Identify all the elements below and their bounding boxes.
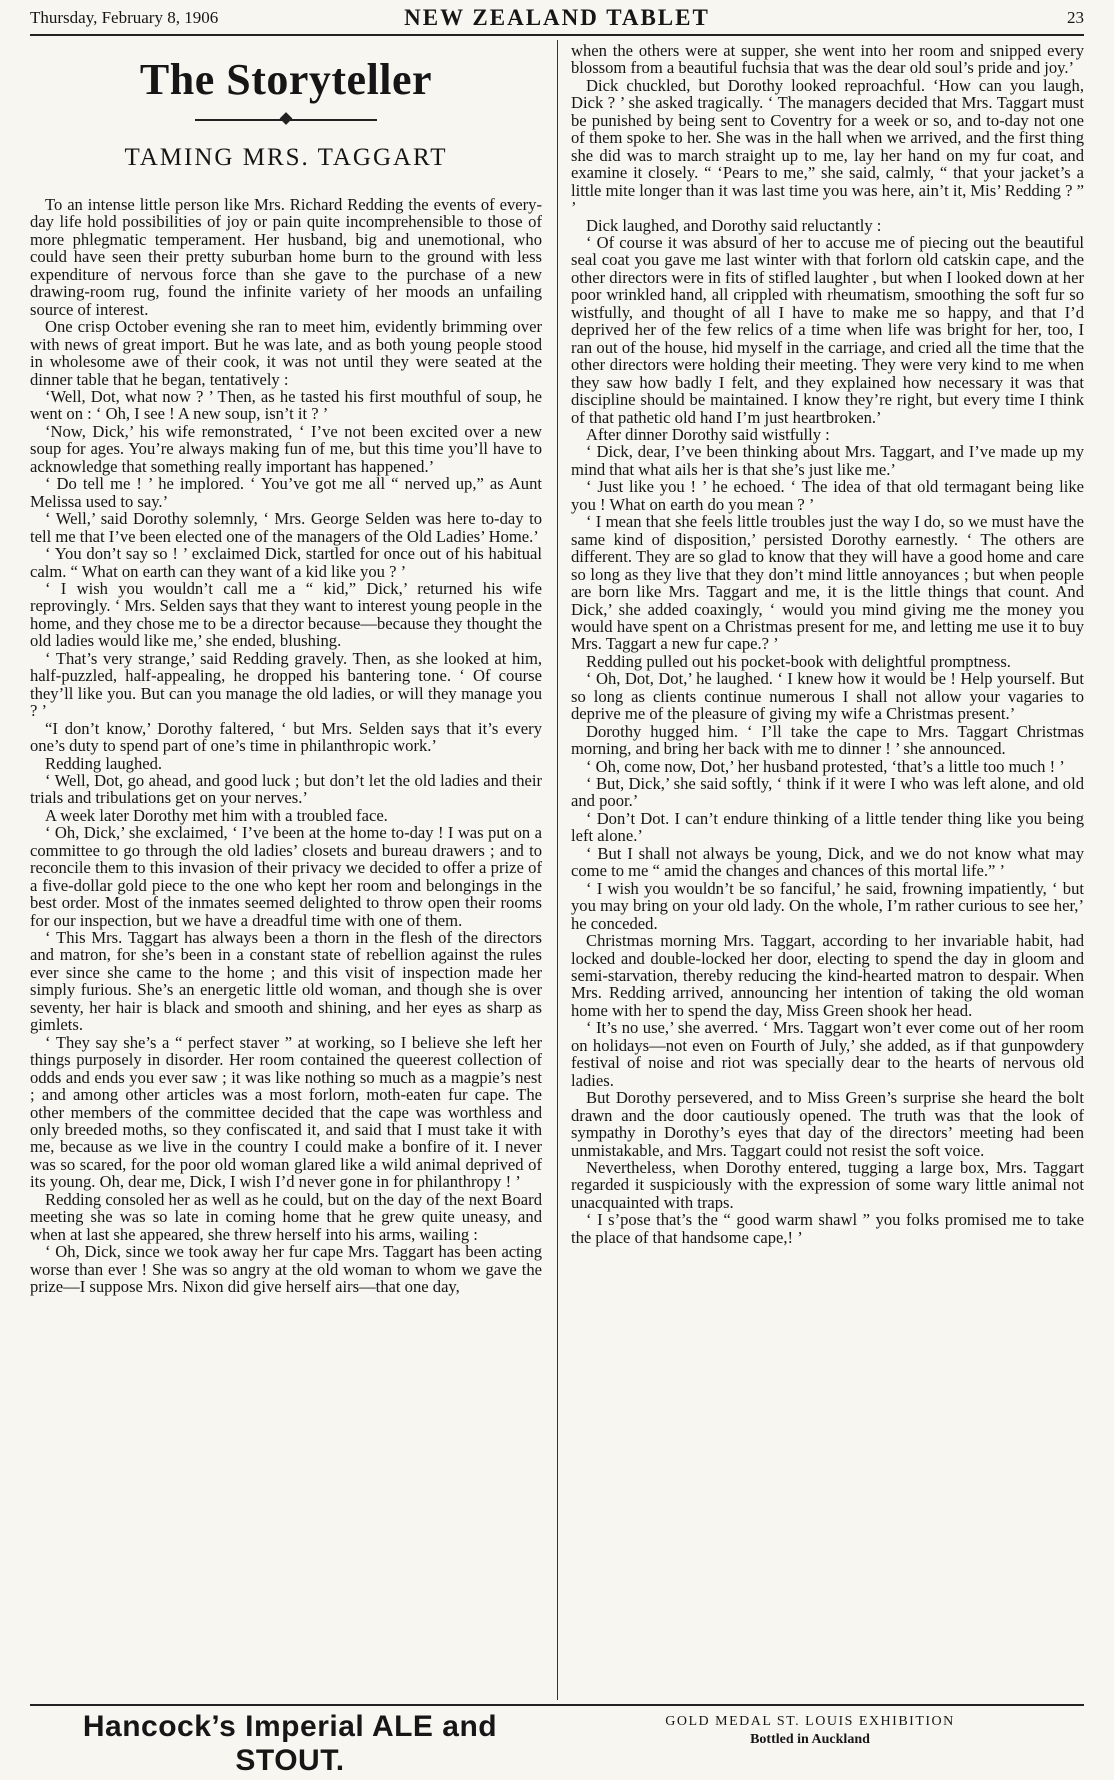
paragraph: Dorothy hugged him. ‘ I’ll take the cape to Mrs. Taggart Christmas morning, and bring her back with me to dinner ! ’ she announced. xyxy=(571,721,1084,759)
paragraph: ‘ Well,’ said Dorothy solemnly, ‘ Mrs. George Selden was here to-day to tell me that I’ve been elected one of the managers of the Old Ladies’ Home.’ xyxy=(30,509,542,546)
paragraph: Redding laughed. xyxy=(45,753,163,773)
paragraph: ‘ Dick, dear, I’ve been thinking about Mrs. Taggart, and I’ve made up my mind that what ails her is that she’s just like me.’ xyxy=(571,442,1084,479)
issue-date: Thursday, February 8, 1906 xyxy=(30,8,219,27)
paragraph: Dick laughed, and Dorothy said reluctantly : xyxy=(586,215,882,235)
paragraph: ‘ It’s no use,’ she averred. ‘ Mrs. Taggart won’t ever come out of her room on holidays—not even on Fourth of July,’ she added, as if that gunpowdery festival of noise and riot was specially dear to the hearts of nervous old ladies. xyxy=(571,1018,1084,1090)
paragraph: ‘ Don’t Dot. I can’t endure thinking of a little tender thing like you being left alone.’ xyxy=(571,808,1084,846)
ale-advertisement: Hancock’s Imperial ALE and STOUT. xyxy=(82,1710,498,1777)
publication-title: NEW ZEALAND TABLET xyxy=(404,5,710,30)
paragraph: Christmas morning Mrs. Taggart, according to her invariable habit, had locked and double-locked her door, electing to spend the day in gloom and semi-starvation, thereby reducing the kind-hearted matron to despair. When Mrs. Redding arrived, announcing her intention of taking the old woman home with her to spend the day, Miss Green shook her head. xyxy=(571,931,1084,1020)
paragraph: ‘Now, Dick,’ his wife remonstrated, ‘ I’ve not been excited over a new soup for ages. You’re always making fun of me, but this time you’ll have to acknowledge that something really important has happened.’ xyxy=(30,421,542,476)
exhibition-notice xyxy=(630,1714,990,1748)
right-column-text xyxy=(571,42,1084,1246)
page-header xyxy=(30,6,1084,36)
paragraph: ‘ I mean that she feels little troubles just the way I do, so we must have the same kind of disposition,’ persisted Dorothy earnestly. ‘ The others are different. They are so glad to know that they will have a good home and care so long as they live that they don’t mind little annoyances ; but when people are born like Mrs. Taggart and me, it is the little things that count. And Dick,’ she added coaxingly, ‘ would you mind giving me the money you would have spent on a Christmas present for me, and letting me use it to buy Mrs. Taggart a new fur cape.? ’ xyxy=(571,512,1084,654)
paragraph: Redding pulled out his pocket-book with delightful promptness. xyxy=(586,651,1011,671)
paragraph: One crisp October evening she ran to meet him, evidently brimming over with news of great import. But he was late, and as both young people stood in wholesome awe of their cook, it was not until they were seated at the dinner table that he began, tentatively : xyxy=(30,317,542,389)
paragraph: ‘ Oh, Dick, since we took away her fur cape Mrs. Taggart has been acting worse than ever ! She was so angry at the old woman to whom we gave the prize—I suppose Mrs. Nixon did give herself airs—that one day, xyxy=(30,1242,542,1297)
paragraph: ‘ That’s very strange,’ said Redding gravely. Then, as she looked at him, half-puzzled, half-appealing, he dropped his bantering tone. ‘ Of course they’ll like you. But can you manage the old ladies, or will they manage you ? ’ xyxy=(30,648,542,721)
paragraph: ‘ But, Dick,’ she said softly, ‘ think if it were I who was left alone, and old and poor.’ xyxy=(571,774,1084,811)
paragraph: ‘ I wish you wouldn’t call me a “ kid,” Dick,’ returned his wife reprovingly. ‘ Mrs. Selden says that they want to interest young people in the home, and they chose me to be a director because—because they thought the old ladies would like me,’ she ended, blushing. xyxy=(30,578,542,651)
paragraph: Dick chuckled, but Dorothy looked reproachful. ‘How can you laugh, Dick ? ’ she asked tragically. ‘ The managers decided that Mrs. Taggart must be punished by being sent to Coventry for a week or so, and to-day not one of them spoke to her. She was in the hall when we arrived, and the first thing she did was to march straight up to me, lay her hand on my fur coat, and examine it closely. “ ‘Pears to me,” she said, calmly, “ that your jacket’s a little mite longer than it was last time you was here, ain’t it, Mis’ Redding ? ” ’ xyxy=(571,75,1084,218)
paragraph: ‘ Oh, Dick,’ she exclaimed, ‘ I’ve been at the home to-day ! I was put on a committee to go through the old ladies’ closets and bureau drawers ; and to reconcile them to this invasion of their privacy we decided to offer a prize of a five-dollar gold piece to the one who kept her room and belongings in the best order. Most of the inmates seemed delighted to throw open their rooms for our inspection, but we have a dreadful time with one of them. xyxy=(30,823,542,930)
paragraph: when the others were at supper, she went into her room and snipped every blossom from a beautiful fuchsia that was the dear old soul’s pride and joy.’ xyxy=(571,42,1084,78)
paragraph: ‘ Oh, come now, Dot,’ her husband protested, ‘that’s a little too much ! ’ xyxy=(586,756,1065,776)
column-divider xyxy=(557,40,558,1700)
paragraph: ‘ Of course it was absurd of her to accuse me of piecing out the beautiful seal coat you gave me last winter with that forlorn old catskin cape, and the other directors were in fits of stifled laughter , but when I looked down at her poor wrinkled hand, all crippled with rheumatism, smoothing the soft fur so wistfully, and thought of all I have to make me so happy, and that I’d deprived her of the few relics of a time when life was bright for her, too, I ran out of the house, hid myself in the carriage, and cried all the time that the other directors were holding their meeting. They were very kind to me when they saw how badly I felt, and they explained how necessary it was that discipline should be maintained. I know they’re right, but every time I think of that pathetic old hand I’m just heartbroken.’ xyxy=(571,232,1084,427)
paragraph: ‘ Do tell me ! ’ he implored. ‘ You’ve got me all “ nerved up,” as Aunt Melissa used to say.’ xyxy=(30,474,542,511)
bottled-line: Bottled in Auckland xyxy=(750,1732,870,1747)
paragraph: ‘ I wish you wouldn’t be so fanciful,’ he said, frowning impatiently, ‘ but you may bring on your old lady. On the whole, I’m rather curious to see her,’ he conceded. xyxy=(571,878,1084,933)
paragraph: ‘ Just like you ! ’ he echoed. ‘ The idea of that old termagant being like you ! What on earth do you mean ? ’ xyxy=(571,477,1084,514)
left-column-text xyxy=(30,196,542,1296)
paragraph: ‘ They say she’s a “ perfect staver ” at working, so I believe she left her things purposely in disorder. Her room contained the queerest collection of odds and ends you ever saw ; it was like nothing so much as a magpie’s nest ; and among other articles was a most forlorn, moth-eaten fur cape. The other members of the committee decided that the cape was worthless and only breeded moths, so they confiscated it, and said that I must take it with me, because as we live in the country I could make a bonfire of it. I never was so scared, for the poor old woman glared like a wild animal deprived of its young. Oh, dear me, Dick, I wish I’d never gone in for philanthropy ! ’ xyxy=(30,1032,542,1192)
paragraph: ‘ But I shall not always be young, Dick, and we do not know what may come to me “ amid the changes and chances of this mortal life.” ’ xyxy=(571,843,1084,881)
paragraph: Nevertheless, when Dorothy entered, tugging a large box, Mrs. Taggart regarded it suspiciously with the expression of some wary little animal not unacquainted with traps. xyxy=(571,1158,1084,1212)
ornamental-divider xyxy=(30,112,542,126)
story-title: TAMING MRS. TAGGART xyxy=(124,144,448,171)
paragraph: A week later Dorothy met him with a troubled face. xyxy=(45,805,388,825)
paragraph: Redding consoled her as well as he could, but on the day of the next Board meeting she was so late in coming home that he grew quite uneasy, and when at last she appeared, she threw herself into his arms, wailing : xyxy=(30,1189,542,1244)
paragraph: ‘ Well, Dot, go ahead, and good luck ; but don’t let the old ladies and their trials and tribulations get on your nerves.’ xyxy=(30,770,542,808)
paragraph: ‘ I s’pose that’s the “ good warm shawl ” you folks promised me to take the place of that handsome cape,! ’ xyxy=(571,1210,1084,1247)
exhibition-line: GOLD MEDAL ST. LOUIS EXHIBITION xyxy=(665,1714,955,1729)
paragraph: ‘ Oh, Dot, Dot,’ he laughed. ‘ I knew how it would be ! Help yourself. But so long as clients continue numerous I shall not allow your vagaries to deprive me of the pleasure of giving my wife a Christmas present.’ xyxy=(571,669,1084,724)
paragraph: “I don’t know,’ Dorothy faltered, ‘ but Mrs. Selden says that it’s every one’s duty to spend part of one’s time in philanthropic work.’ xyxy=(30,718,542,756)
left-column xyxy=(30,42,542,1702)
paragraph: But Dorothy persevered, and to Miss Green’s surprise she heard the bolt drawn and the door cautiously opened. The truth was that the look of sympathy in Dorothy’s eyes that day of the directors’ meeting had been unmistakable, and Mrs. Taggart could not resist the soft voice. xyxy=(571,1088,1084,1160)
diamond-ornament-icon xyxy=(280,112,293,125)
right-column xyxy=(571,42,1084,1702)
paragraph: To an intense little person like Mrs. Richard Redding the events of every-day life hold possibilities of joy or pain quite incomprehensible to those of more phlegmatic temperament. Her husband, big and unemotional, who could have seen their pretty suburban home burn to the ground with less expenditure of nervous force than she gave to the purchase of a new drawing-room rug, found the infinite variety of her moods an unfailing source of interest. xyxy=(30,195,542,319)
section-title: The Storyteller xyxy=(139,55,433,104)
page-number: 23 xyxy=(1067,8,1084,27)
paragraph: After dinner Dorothy said wistfully : xyxy=(586,424,830,444)
footer-rule xyxy=(30,1704,1084,1706)
paragraph: ‘ You don’t say so ! ’ exclaimed Dick, startled for once out of his habitual calm. “ What on earth can they want of a kid like you ? ’ xyxy=(30,544,542,581)
paragraph: ‘ This Mrs. Taggart has always been a thorn in the flesh of the directors and matron, for she’s been in a constant state of rebellion against the rules ever since she came to the home ; and this visit of inspection made her simply furious. She’s an energetic little old woman, and though she is over seventy, her hair is black and smooth and shining, and her eyes as sharp as gimlets. xyxy=(30,928,542,1035)
paragraph: ‘Well, Dot, what now ? ’ Then, as he tasted his first mouthful of soup, he went on : ‘ Oh, I see ! A new soup, isn’t it ? ’ xyxy=(30,386,542,424)
